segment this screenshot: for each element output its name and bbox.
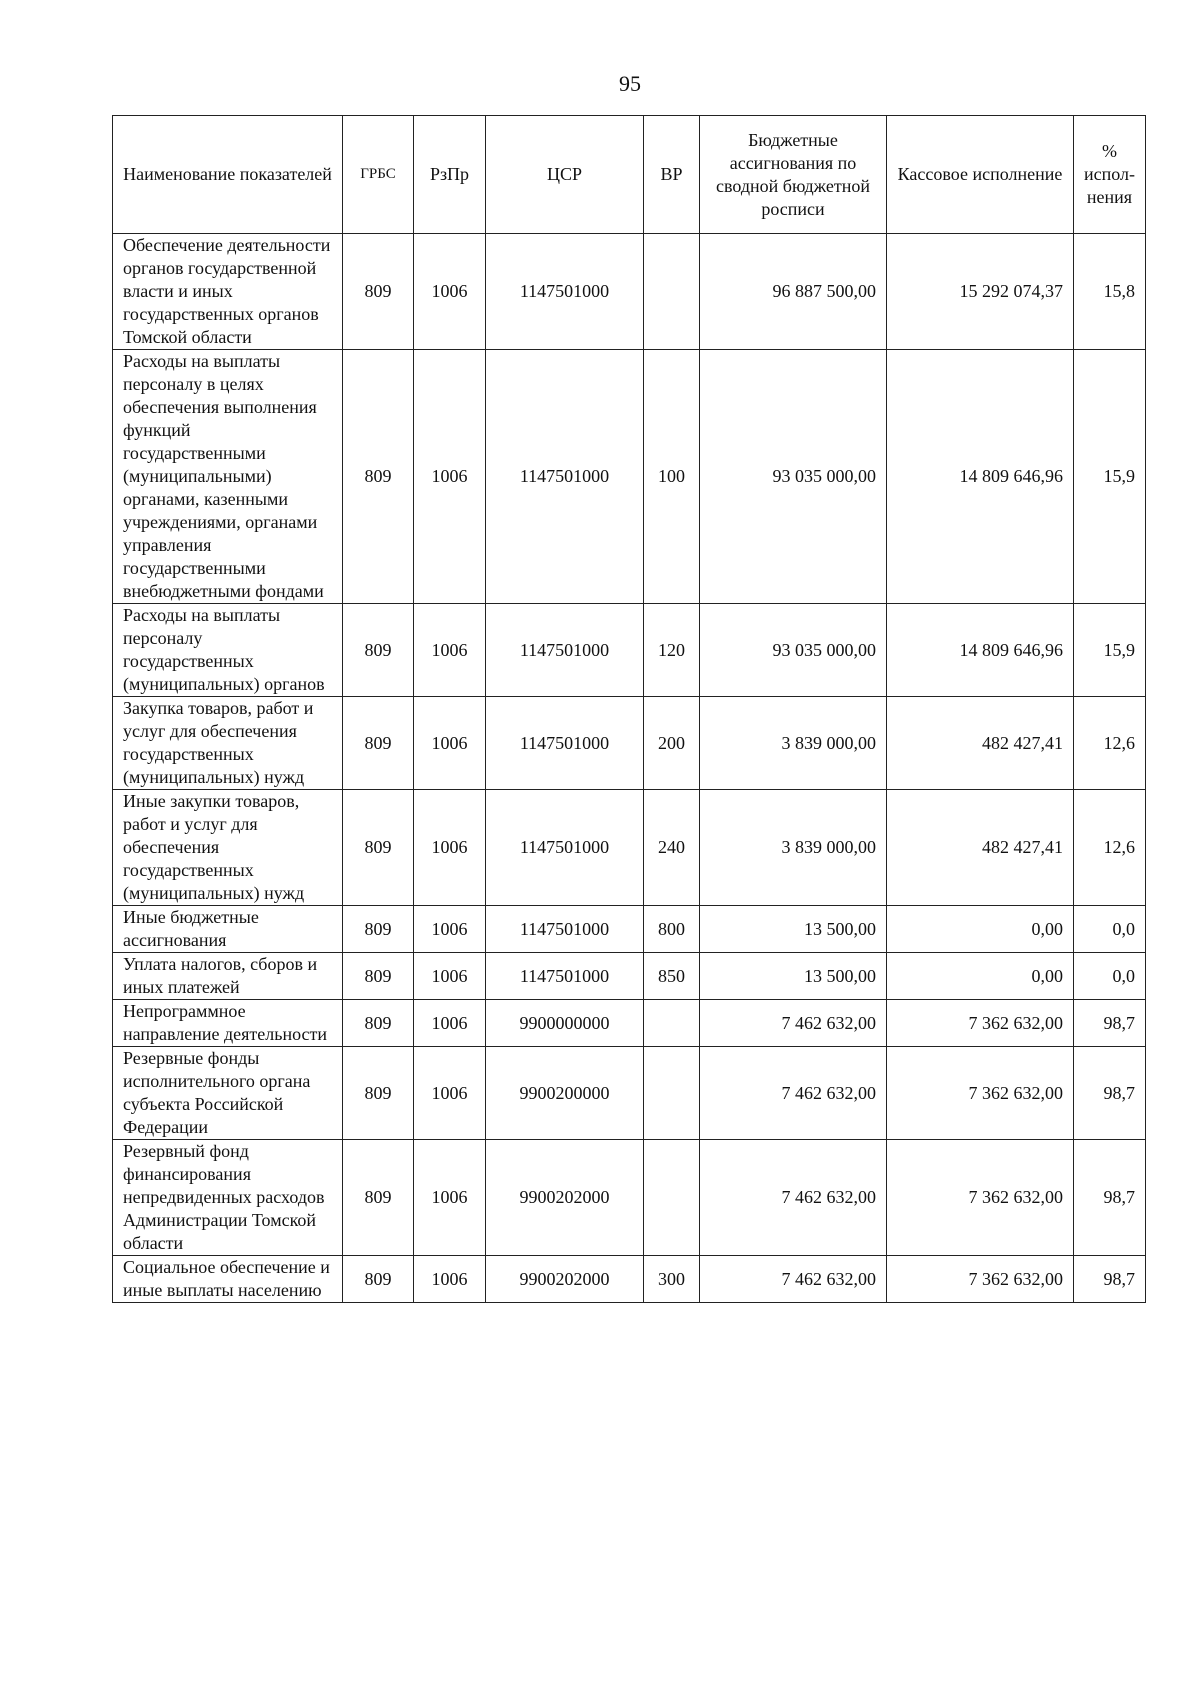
row-budget: 7 462 632,00 (700, 1000, 887, 1047)
row-percent: 0,0 (1074, 906, 1146, 953)
row-rzpr: 1006 (414, 790, 486, 906)
row-grbs: 809 (343, 953, 414, 1000)
row-rzpr: 1006 (414, 906, 486, 953)
header-execution-percent: % испол-нения (1074, 116, 1146, 234)
page-number: 95 (619, 71, 641, 96)
row-budget: 3 839 000,00 (700, 790, 887, 906)
header-cash-execution: Кассовое исполнение (887, 116, 1074, 234)
row-budget: 13 500,00 (700, 906, 887, 953)
row-rzpr: 1006 (414, 953, 486, 1000)
row-rzpr: 1006 (414, 1000, 486, 1047)
table-header-row (113, 116, 1146, 234)
row-cash: 14 809 646,96 (887, 350, 1074, 604)
row-name: Иные закупки товаров, работ и услуг для обеспечения государственных (муниципальных) нужд (113, 790, 343, 906)
row-grbs: 809 (343, 697, 414, 790)
row-rzpr: 1006 (414, 350, 486, 604)
row-grbs: 809 (343, 1047, 414, 1140)
row-vr: 200 (644, 697, 700, 790)
row-cash: 7 362 632,00 (887, 1047, 1074, 1140)
row-grbs: 809 (343, 604, 414, 697)
row-budget: 96 887 500,00 (700, 234, 887, 350)
row-cash: 15 292 074,37 (887, 234, 1074, 350)
row-vr (644, 234, 700, 350)
row-cash: 7 362 632,00 (887, 1256, 1074, 1303)
row-csr: 1147501000 (486, 953, 644, 1000)
row-csr: 1147501000 (486, 350, 644, 604)
table-row (113, 604, 1146, 697)
row-name: Расходы на выплаты персоналу в целях обеспечения выполнения функций государственными (муниципальными) органами, казенными учреждениями, органами управления государственными внебюджетными фондами (113, 350, 343, 604)
table-row (113, 906, 1146, 953)
row-percent: 12,6 (1074, 697, 1146, 790)
row-grbs: 809 (343, 1140, 414, 1256)
row-grbs: 809 (343, 906, 414, 953)
row-cash: 14 809 646,96 (887, 604, 1074, 697)
row-budget: 93 035 000,00 (700, 604, 887, 697)
row-cash: 7 362 632,00 (887, 1000, 1074, 1047)
table-row (113, 350, 1146, 604)
row-csr: 9900000000 (486, 1000, 644, 1047)
row-cash: 482 427,41 (887, 790, 1074, 906)
table-row (113, 1047, 1146, 1140)
table-row (113, 1256, 1146, 1303)
header-rzpr: РзПр (414, 116, 486, 234)
row-grbs: 809 (343, 234, 414, 350)
row-grbs: 809 (343, 1000, 414, 1047)
row-percent: 98,7 (1074, 1140, 1146, 1256)
row-name: Резервные фонды исполнительного органа субъекта Российской Федерации (113, 1047, 343, 1140)
row-csr: 1147501000 (486, 604, 644, 697)
row-vr: 100 (644, 350, 700, 604)
row-vr: 120 (644, 604, 700, 697)
row-vr: 300 (644, 1256, 700, 1303)
table-row (113, 1140, 1146, 1256)
row-rzpr: 1006 (414, 604, 486, 697)
row-name: Расходы на выплаты персоналу государственных (муниципальных) органов (113, 604, 343, 697)
row-vr (644, 1140, 700, 1256)
row-budget: 13 500,00 (700, 953, 887, 1000)
row-cash: 0,00 (887, 953, 1074, 1000)
table-row (113, 697, 1146, 790)
row-name: Резервный фонд финансирования непредвиденных расходов Администрации Томской области (113, 1140, 343, 1256)
row-percent: 98,7 (1074, 1000, 1146, 1047)
row-percent: 98,7 (1074, 1256, 1146, 1303)
header-budget-allocations: Бюджетные ассигнования по сводной бюджетной росписи (700, 116, 887, 234)
row-percent: 15,8 (1074, 234, 1146, 350)
header-csr: ЦСР (486, 116, 644, 234)
row-csr: 9900202000 (486, 1256, 644, 1303)
row-budget: 93 035 000,00 (700, 350, 887, 604)
row-rzpr: 1006 (414, 1256, 486, 1303)
row-cash: 482 427,41 (887, 697, 1074, 790)
row-csr: 1147501000 (486, 234, 644, 350)
table-row (113, 1000, 1146, 1047)
row-name: Социальное обеспечение и иные выплаты населению (113, 1256, 343, 1303)
table-row (113, 953, 1146, 1000)
row-grbs: 809 (343, 350, 414, 604)
header-name: Наименование показателей (113, 116, 343, 234)
row-rzpr: 1006 (414, 1047, 486, 1140)
budget-execution-table (112, 115, 1146, 1303)
row-vr: 240 (644, 790, 700, 906)
table-row (113, 790, 1146, 906)
row-budget: 7 462 632,00 (700, 1047, 887, 1140)
row-budget: 7 462 632,00 (700, 1140, 887, 1256)
row-csr: 1147501000 (486, 697, 644, 790)
row-csr: 9900202000 (486, 1140, 644, 1256)
row-name: Непрограммное направление деятельности (113, 1000, 343, 1047)
row-rzpr: 1006 (414, 697, 486, 790)
row-cash: 0,00 (887, 906, 1074, 953)
row-percent: 15,9 (1074, 350, 1146, 604)
row-name: Обеспечение деятельности органов государственной власти и иных государственных органов Томской области (113, 234, 343, 350)
row-vr: 800 (644, 906, 700, 953)
row-name: Закупка товаров, работ и услуг для обеспечения государственных (муниципальных) нужд (113, 697, 343, 790)
row-name: Иные бюджетные ассигнования (113, 906, 343, 953)
row-csr: 1147501000 (486, 906, 644, 953)
row-vr (644, 1000, 700, 1047)
row-vr (644, 1047, 700, 1140)
row-percent: 15,9 (1074, 604, 1146, 697)
row-cash: 7 362 632,00 (887, 1140, 1074, 1256)
row-rzpr: 1006 (414, 234, 486, 350)
row-grbs: 809 (343, 1256, 414, 1303)
table-row (113, 234, 1146, 350)
row-percent: 98,7 (1074, 1047, 1146, 1140)
row-vr: 850 (644, 953, 700, 1000)
row-csr: 9900200000 (486, 1047, 644, 1140)
row-grbs: 809 (343, 790, 414, 906)
row-budget: 7 462 632,00 (700, 1256, 887, 1303)
row-percent: 12,6 (1074, 790, 1146, 906)
row-percent: 0,0 (1074, 953, 1146, 1000)
row-rzpr: 1006 (414, 1140, 486, 1256)
row-csr: 1147501000 (486, 790, 644, 906)
row-name: Уплата налогов, сборов и иных платежей (113, 953, 343, 1000)
header-grbs: ГРБС (343, 116, 414, 234)
row-budget: 3 839 000,00 (700, 697, 887, 790)
header-vr: ВР (644, 116, 700, 234)
